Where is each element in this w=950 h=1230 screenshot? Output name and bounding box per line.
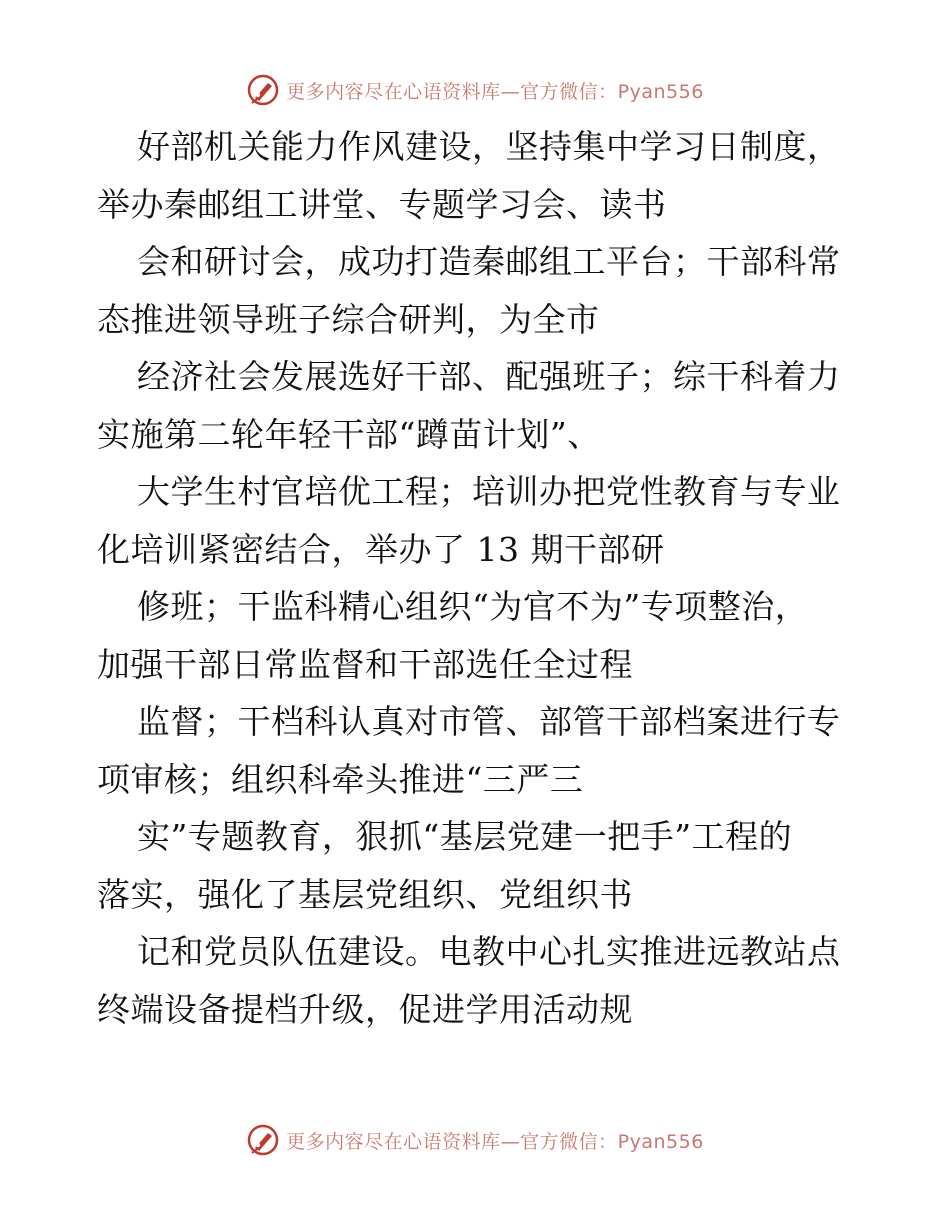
text-line: 经济社会发展选好干部、配强班子；综干科着力: [137, 357, 841, 396]
footer-watermark-banner: [0, 1123, 950, 1157]
text-line: 化培训紧密结合，举办了 13 期干部研: [97, 529, 665, 569]
text-line: 态推进领导班子综合研判，为全市: [97, 299, 600, 339]
text-line: 记和党员队伍建设。电教中心扎实推进远教站点: [137, 932, 841, 971]
text-line: 落实，强化了基层党组织、党组织书: [97, 874, 633, 914]
text-line: 实”专题教育，狠抓“基层党建一把手”工程的: [137, 817, 793, 856]
text-line: 会和研讨会，成功打造秦邮组工平台；干部科常: [137, 242, 841, 281]
header-banner-text: 更多内容尽在心语资料库—官方微信：Pyan556: [286, 80, 704, 103]
text-line: 举办秦邮组工讲堂、专题学习会、读书: [97, 184, 667, 224]
text-line: 实施第二轮年轻干部“蹲苗计划”、: [97, 414, 601, 454]
text-line: 好部机关能力作风建设，坚持集中学习日制度，: [137, 127, 841, 166]
header-watermark-banner: [0, 73, 950, 107]
pen-nib-logo-icon: [246, 1123, 280, 1157]
document-body: [97, 118, 857, 1038]
text-line: 修班；干监科精心组织“为官不为”专项整治，: [137, 587, 809, 626]
text-line: 项审核；组织科牵头推进“三严三: [97, 759, 584, 799]
text-line: 加强干部日常监督和干部选任全过程: [97, 644, 633, 684]
text-line: 终端设备提档升级，促进学用活动规: [97, 989, 633, 1029]
text-line: 监督；干档科认真对市管、部管干部档案进行专: [137, 702, 841, 741]
footer-banner-text: 更多内容尽在心语资料库—官方微信：Pyan556: [286, 1130, 704, 1153]
text-line: 大学生村官培优工程；培训办把党性教育与专业: [137, 472, 841, 511]
pen-nib-logo-icon: [246, 73, 280, 107]
